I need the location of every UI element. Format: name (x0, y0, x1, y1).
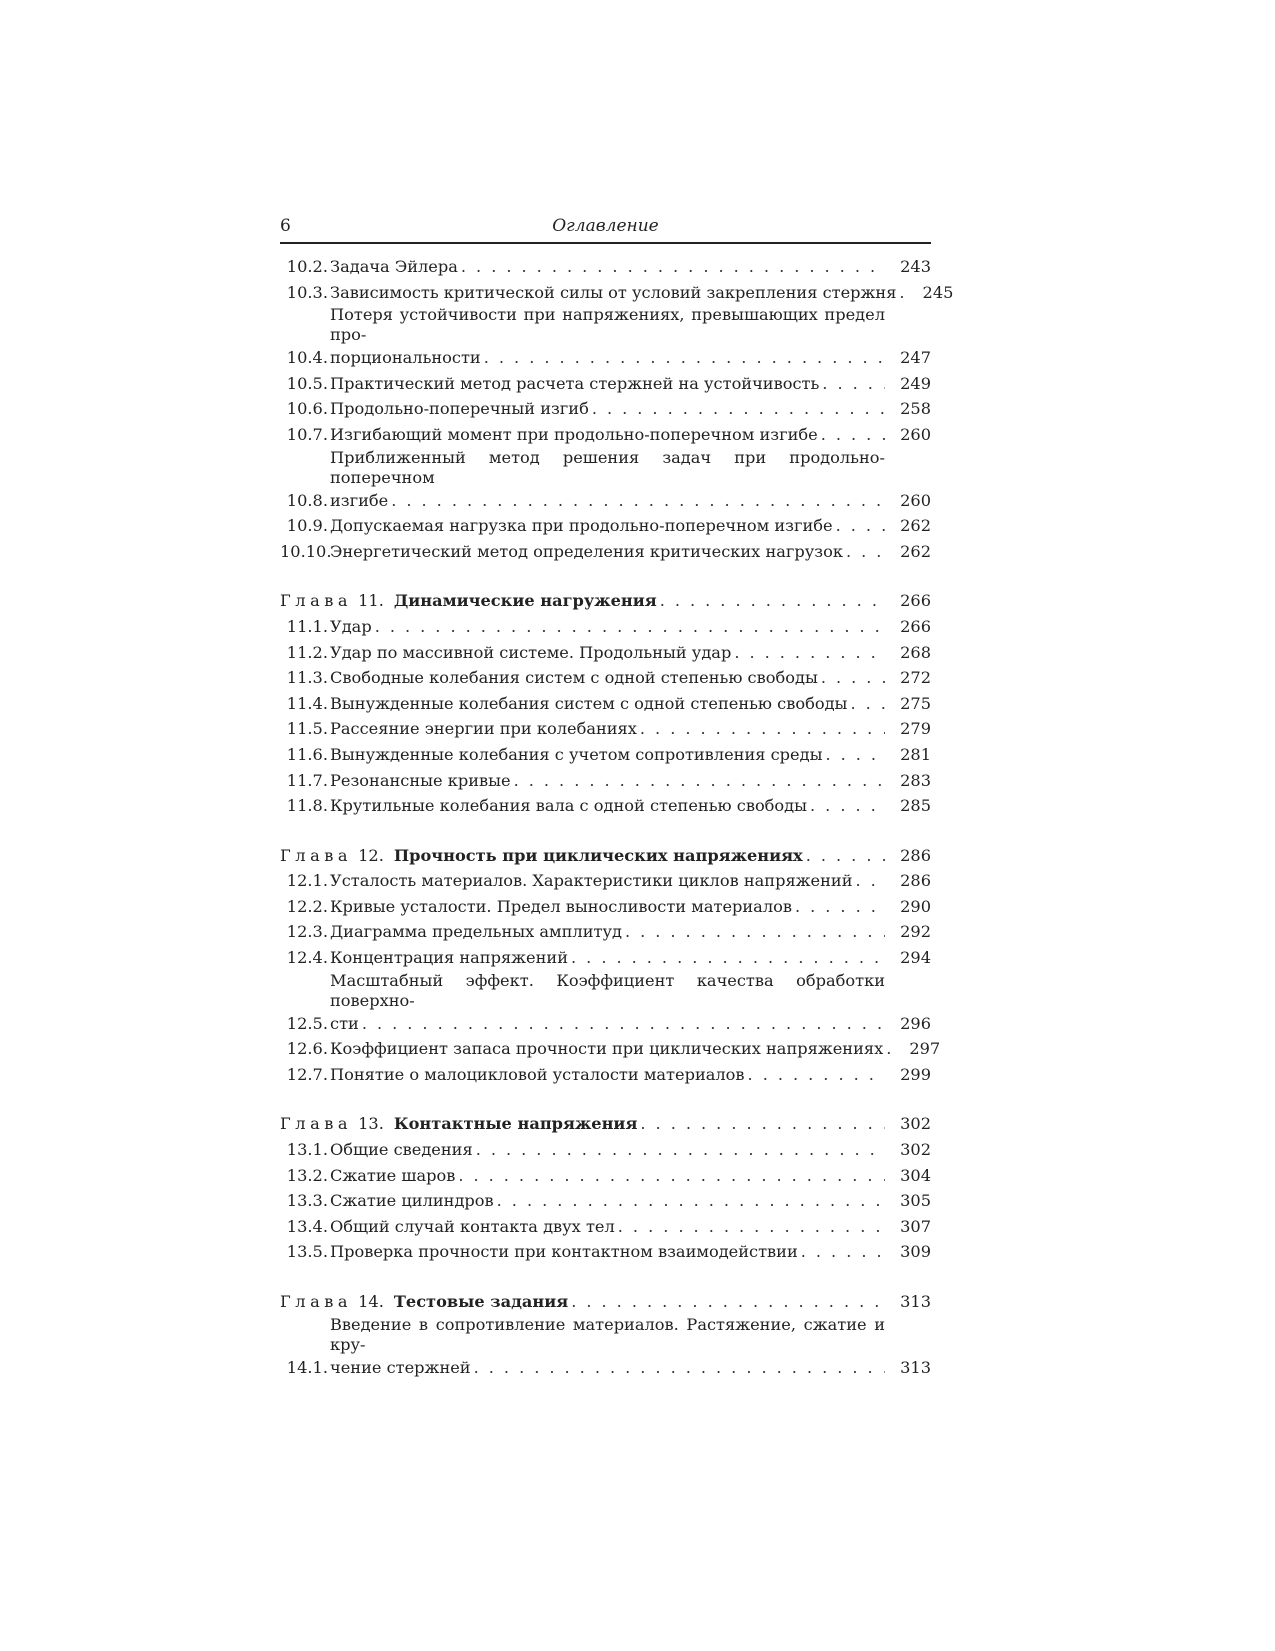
section-number: 10.10. (280, 541, 332, 561)
section-title: Сжатие шаров (330, 1165, 456, 1185)
section-line (330, 513, 931, 539)
section-line (330, 1239, 931, 1265)
section-page: 305 (900, 1191, 931, 1211)
chapter-label: Глава (280, 845, 353, 865)
chapter-page: 302 (900, 1114, 931, 1134)
section-text (328, 894, 931, 920)
section-title: Допускаемая нагрузка при продольно-поперечном изгибе (330, 516, 833, 536)
section-number: 13.1. (286, 1140, 328, 1160)
dot-leader (589, 396, 885, 422)
section-number: 13.5. (286, 1242, 328, 1262)
section-title: Вынужденные колебания с учетом сопротивления среды (330, 744, 823, 764)
section-line (330, 614, 931, 640)
chapter-label: Глава (280, 591, 353, 611)
section-number: 11.5. (286, 719, 328, 739)
section-page: 307 (900, 1216, 931, 1236)
section-title: Удар по массивной системе. Продольный удар (330, 642, 732, 662)
section-title-line: Введение в сопротивление материалов. Растяжение, сжатие и кру- (330, 1314, 885, 1354)
toc-section-entry (280, 513, 931, 539)
dot-leader (622, 919, 885, 945)
section-title-end: порциональности (330, 348, 481, 368)
section-number: 14.1. (286, 1357, 328, 1377)
section-title: Продольно-поперечный изгиб (330, 399, 589, 419)
toc-chapter-entry (280, 1289, 931, 1315)
chapter-number: 11. (358, 591, 384, 611)
section-title-end: изгибе (330, 490, 389, 510)
dot-leader (833, 513, 885, 539)
toc-chapter-entry (280, 588, 931, 614)
section-number: 11.6. (286, 744, 328, 764)
page-number: 6 (280, 216, 291, 236)
section-number: 10.6. (286, 399, 328, 419)
section-page: 285 (900, 796, 931, 816)
section-page: 290 (900, 896, 931, 916)
section-text (328, 396, 931, 422)
section-page: 245 (922, 282, 954, 302)
section-text (328, 665, 931, 691)
dot-leader (803, 843, 885, 869)
section-title: Общий случай контакта двух тел (330, 1216, 615, 1236)
toc-section-entry (280, 640, 931, 666)
chapter-title: Тестовые задания (393, 1292, 569, 1311)
chapter-number: 14. (358, 1292, 384, 1311)
chapter-label: Глава (280, 1292, 353, 1311)
toc-section-entry (280, 1036, 941, 1062)
section-number: 13.3. (286, 1191, 328, 1211)
toc-section-entry (280, 614, 931, 640)
section-line (330, 945, 931, 971)
dot-leader (853, 868, 886, 894)
section-text (328, 513, 931, 539)
section-page: 294 (900, 948, 931, 968)
section-line (330, 919, 931, 945)
section-line (330, 1137, 931, 1163)
section-page: 302 (900, 1140, 931, 1160)
dot-leader (807, 793, 885, 819)
chapter-page: 286 (900, 845, 931, 865)
dot-leader (657, 588, 885, 614)
dot-leader (798, 1239, 885, 1265)
section-text (328, 448, 931, 514)
section-number: 11.3. (286, 668, 328, 688)
section-line (330, 371, 931, 397)
section-number: 11.8. (286, 796, 328, 816)
running-title: Оглавление (552, 216, 659, 236)
dot-leader (481, 345, 885, 371)
toc-section-entry (280, 280, 954, 306)
section-line (330, 768, 931, 794)
section-line (330, 640, 931, 666)
section-title: Крутильные колебания вала с одной степенью свободы (330, 796, 808, 816)
toc-chapter-entry (280, 843, 931, 869)
section-text (328, 919, 931, 945)
running-header (280, 212, 931, 244)
section-line (330, 396, 931, 422)
dot-leader (458, 254, 885, 280)
dot-leader (568, 945, 885, 971)
toc-page (280, 212, 954, 1380)
section-number: 10.2. (286, 257, 328, 276)
section-page: 296 (900, 1013, 931, 1033)
section-text (328, 1062, 931, 1088)
section-title: Концентрация напряжений (330, 948, 569, 968)
section-text (328, 280, 954, 306)
dot-leader (473, 1137, 885, 1163)
section-text (328, 768, 931, 794)
dot-leader (818, 422, 885, 448)
table-of-contents (280, 254, 954, 1380)
toc-section-entry (280, 971, 931, 1037)
section-title-end: сти (330, 1013, 359, 1033)
section-page: 268 (900, 642, 931, 662)
dot-leader (883, 1036, 894, 1062)
toc-section-entry (280, 305, 931, 371)
section-title: Общие сведения (330, 1140, 473, 1160)
section-title: Кривые усталости. Предел выносливости материалов (330, 896, 792, 916)
section-number: 12.6. (286, 1039, 328, 1059)
section-text (328, 254, 931, 280)
dot-leader (494, 1188, 885, 1214)
chapter-number: 13. (358, 1114, 384, 1134)
dot-leader (896, 280, 907, 306)
section-page: 260 (900, 490, 931, 510)
section-line (330, 422, 931, 448)
toc-section-entry (280, 1062, 931, 1088)
section-title: Усталость материалов. Характеристики циклов напряжений (330, 871, 853, 891)
chapter-label: Глава (280, 1114, 353, 1134)
section-page: 247 (900, 348, 931, 368)
section-text (328, 793, 931, 819)
section-text (328, 1163, 931, 1189)
dot-leader (388, 488, 885, 514)
section-line (330, 539, 931, 565)
section-text (328, 1315, 931, 1381)
section-title-end: чение стержней (330, 1357, 471, 1377)
section-title-line: Масштабный эффект. Коэффициент качества обработки поверхно- (330, 970, 885, 1010)
chapter-page: 313 (900, 1292, 931, 1311)
dot-leader (372, 614, 885, 640)
toc-section-entry (280, 945, 931, 971)
section-line (330, 1062, 931, 1088)
section-title: Энергетический метод определения критических нагрузок (330, 541, 843, 561)
section-title: Коэффициент запаса прочности при циклических напряжениях (330, 1039, 884, 1059)
section-line (330, 716, 931, 742)
toc-section-entry (280, 691, 931, 717)
toc-section-entry (280, 793, 931, 819)
dot-leader (637, 716, 885, 742)
section-line (330, 254, 931, 280)
section-text (328, 971, 931, 1037)
dot-leader (637, 1111, 885, 1137)
section-line (330, 1036, 941, 1062)
section-page: 313 (900, 1357, 931, 1377)
section-number: 11.7. (286, 770, 328, 790)
dot-leader (819, 371, 885, 397)
toc-section-entry (280, 1315, 931, 1381)
section-number: 10.9. (286, 516, 328, 536)
section-page: 299 (900, 1064, 931, 1084)
section-line (330, 1163, 931, 1189)
section-title: Сжатие цилиндров (330, 1191, 494, 1211)
section-number: 11.4. (286, 693, 328, 713)
section-number: 12.4. (286, 948, 328, 968)
section-line (330, 665, 931, 691)
section-title-continuation (330, 488, 931, 514)
section-page: 292 (900, 922, 931, 942)
section-text (328, 691, 931, 717)
section-number: 10.4. (286, 348, 328, 368)
section-title: Диаграмма предельных амплитуд (330, 922, 622, 942)
chapter-title: Контактные напряжения (393, 1114, 638, 1134)
section-title: Рассеяние энергии при колебаниях (330, 719, 637, 739)
section-number: 12.7. (286, 1064, 328, 1084)
section-text (328, 614, 931, 640)
section-title-line: Приближенный метод решения задач при продольно-поперечном (330, 447, 885, 487)
section-text (328, 371, 931, 397)
section-title: Практический метод расчета стержней на устойчивость (330, 373, 820, 393)
toc-section-entry (280, 539, 931, 565)
dot-leader (511, 768, 885, 794)
section-number: 12.1. (286, 871, 328, 891)
dot-leader (847, 691, 885, 717)
section-title-continuation (330, 345, 931, 371)
section-page: 275 (900, 693, 931, 713)
dot-leader (745, 1062, 885, 1088)
section-title: Проверка прочности при контактном взаимодействии (330, 1242, 798, 1262)
section-page: 286 (900, 871, 931, 891)
section-number: 12.3. (286, 922, 328, 942)
section-number: 10.7. (286, 424, 328, 444)
toc-section-entry (280, 1214, 931, 1240)
section-title: Вынужденные колебания систем с одной степенью свободы (330, 693, 848, 713)
section-page: 272 (900, 668, 931, 688)
section-number: 10.3. (286, 282, 328, 302)
toc-section-entry (280, 768, 931, 794)
section-text (328, 945, 931, 971)
section-text (328, 1239, 931, 1265)
section-title: Понятие о малоцикловой усталости материалов (330, 1064, 745, 1084)
dot-leader (568, 1289, 885, 1315)
section-text (328, 1137, 931, 1163)
section-page: 279 (900, 719, 931, 739)
section-number: 11.1. (286, 616, 328, 636)
toc-section-entry (280, 1137, 931, 1163)
section-page: 297 (909, 1039, 941, 1059)
section-text (328, 1214, 931, 1240)
section-title: Зависимость критической силы от условий закрепления стержня (330, 282, 897, 302)
section-page: 262 (900, 541, 931, 561)
toc-section-entry (280, 1163, 931, 1189)
section-line (330, 1188, 931, 1214)
dot-leader (455, 1163, 885, 1189)
section-page: 266 (900, 616, 931, 636)
section-page: 281 (900, 744, 931, 764)
section-number: 12.2. (286, 896, 328, 916)
section-page: 249 (900, 373, 931, 393)
section-text (328, 305, 931, 371)
section-title-line: Потеря устойчивости при напряжениях, превышающих предел про- (330, 305, 885, 345)
section-page: 243 (900, 257, 931, 276)
dot-leader (818, 665, 885, 691)
section-line (330, 742, 931, 768)
toc-section-entry (280, 665, 931, 691)
section-number: 12.5. (286, 1013, 328, 1033)
section-page: 304 (900, 1165, 931, 1185)
toc-section-entry (280, 1188, 931, 1214)
dot-leader (792, 894, 885, 920)
section-text (328, 742, 931, 768)
dot-leader (731, 640, 885, 666)
toc-section-entry (280, 254, 931, 280)
toc-section-entry (280, 448, 931, 514)
toc-section-entry (280, 742, 931, 768)
section-page: 260 (900, 424, 931, 444)
chapter-title: Прочность при циклических напряжениях (393, 845, 803, 865)
section-title-continuation (330, 1355, 931, 1381)
section-number: 10.5. (286, 373, 328, 393)
section-title: Свободные колебания систем с одной степенью свободы (330, 668, 818, 688)
toc-section-entry (280, 396, 931, 422)
toc-section-entry (280, 894, 931, 920)
section-title: Изгибающий момент при продольно-поперечном изгибе (330, 424, 818, 444)
section-title: Удар (330, 616, 372, 636)
toc-section-entry (280, 422, 931, 448)
section-page: 262 (900, 516, 931, 536)
chapter-page: 266 (900, 591, 931, 611)
section-number: 11.2. (286, 642, 328, 662)
section-title: Задача Эйлера (330, 257, 458, 276)
chapter-title: Динамические нагружения (393, 591, 657, 611)
toc-section-entry (280, 919, 931, 945)
section-page: 283 (900, 770, 931, 790)
dot-leader (843, 539, 885, 565)
section-text (328, 1188, 931, 1214)
section-title: Резонансные кривые (330, 770, 511, 790)
section-text (328, 868, 931, 894)
section-line (330, 1214, 931, 1240)
toc-section-entry (280, 868, 931, 894)
dot-leader (471, 1355, 885, 1381)
section-text (328, 539, 931, 565)
toc-chapter-entry (280, 1111, 931, 1137)
section-line (330, 894, 931, 920)
section-page: 258 (900, 399, 931, 419)
toc-section-entry (280, 1239, 931, 1265)
section-title-continuation (330, 1011, 931, 1037)
toc-section-entry (280, 716, 931, 742)
section-line (330, 280, 954, 306)
dot-leader (359, 1011, 885, 1037)
dot-leader (822, 742, 885, 768)
section-text (328, 640, 931, 666)
section-line (330, 868, 931, 894)
section-number: 13.4. (286, 1216, 328, 1236)
section-text (328, 716, 931, 742)
section-number: 13.2. (286, 1165, 328, 1185)
toc-section-entry (280, 371, 931, 397)
section-page: 309 (900, 1242, 931, 1262)
section-text (328, 422, 931, 448)
section-number: 10.8. (286, 490, 328, 510)
dot-leader (615, 1214, 885, 1240)
section-line (330, 793, 931, 819)
section-text (328, 1036, 941, 1062)
chapter-number: 12. (358, 845, 384, 865)
section-line (330, 691, 931, 717)
